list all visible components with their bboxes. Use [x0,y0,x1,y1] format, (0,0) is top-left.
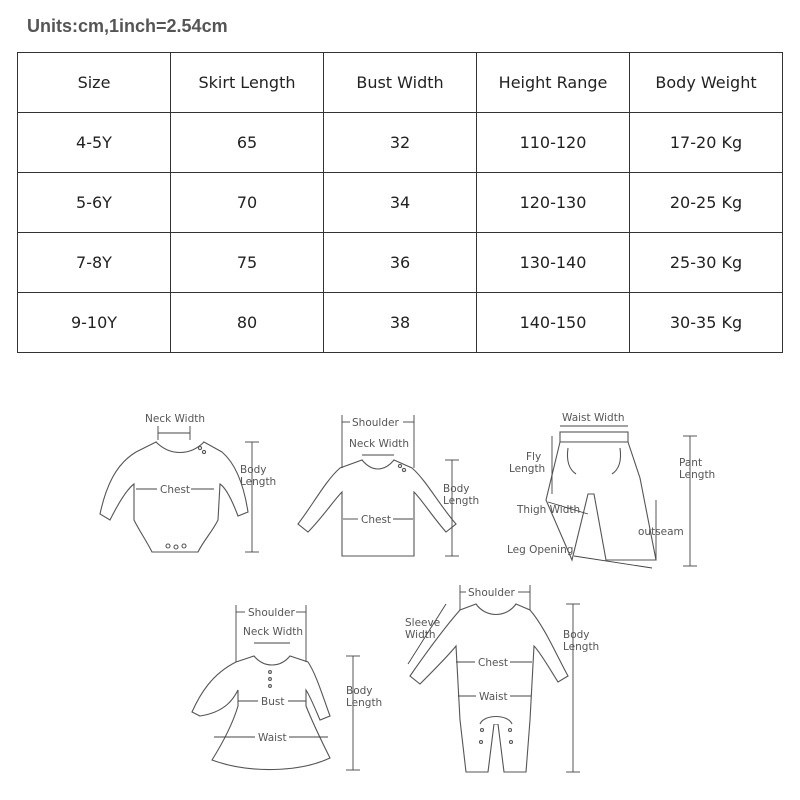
bodysuit-shoulder-button [202,450,205,453]
cell-height-range: 120-130 [477,173,630,233]
pants-pant-length-label: Length [679,469,716,481]
romper-shoulder-label: Shoulder [468,587,515,599]
romper-diagram [405,585,599,772]
cell-skirt-length: 80 [171,293,324,353]
cell-size: 7-8Y [18,233,171,293]
cell-skirt-length: 70 [171,173,324,233]
header-body-weight: Body Weight [630,53,783,113]
top-diagram [298,415,479,556]
top-outline [298,460,456,556]
top-shoulder-button [398,464,401,467]
bodysuit-body-length-label: Body [240,464,267,476]
dress-diagram [192,605,382,770]
romper-body-length-label: Body [563,629,590,641]
pants-waistband [560,432,628,442]
cell-height-range: 110-120 [477,113,630,173]
cell-body-weight: 20-25 Kg [630,173,783,233]
romper-snap-button [480,741,483,744]
bodysuit-neck-width-label: Neck Width [145,413,206,425]
dress-outline [192,656,330,770]
pants-fly-length-label: Length [509,463,546,475]
bodysuit-shoulder-button [198,446,201,449]
pants-outseam-label: outseam [638,526,684,538]
bodysuit-snap-button [166,544,170,548]
bodysuit-outline [100,442,248,552]
cell-skirt-length: 75 [171,233,324,293]
cell-skirt-length: 65 [171,113,324,173]
top-chest-label: Chest [361,514,392,526]
dress-neck-width-label: Neck Width [243,626,304,638]
romper-waist-label: Waist [479,691,508,703]
cell-size: 4-5Y [18,113,171,173]
pants-pant-length-label: Pant [679,457,703,469]
pants-diagram [507,412,715,568]
header-size: Size [18,53,171,113]
cell-body-weight: 17-20 Kg [630,113,783,173]
header-height-range: Height Range [477,53,630,113]
top-shoulder-button [402,468,405,471]
top-body-length-label: Length [443,495,480,507]
units-note: Units:cm,1inch=2.54cm [27,16,228,36]
cell-body-weight: 30-35 Kg [630,293,783,353]
pants-fly-length-label: Fly [526,451,542,463]
romper-snap-button [481,729,484,732]
cell-size: 5-6Y [18,173,171,233]
top-body-length-label: Body [443,483,470,495]
dress-button [269,671,272,674]
cell-height-range: 140-150 [477,293,630,353]
romper-sleeve-width-label: Sleeve [405,617,441,629]
bodysuit-snap-button [174,545,178,549]
dress-shoulder-label: Shoulder [248,607,295,619]
dress-body-length-label: Length [346,697,383,709]
romper-body-length-label: Length [563,641,600,653]
pants-leg-opening-label: Leg Opening [507,544,574,556]
top-neck-width-label: Neck Width [349,438,410,450]
cell-body-weight: 25-30 Kg [630,233,783,293]
romper-chest-label: Chest [478,657,509,669]
cell-bust-width: 34 [324,173,477,233]
dress-bust-label: Bust [261,696,285,708]
header-skirt-length: Skirt Length [171,53,324,113]
cell-height-range: 130-140 [477,233,630,293]
top-shoulder-label: Shoulder [352,417,399,429]
romper-snap-button [510,741,513,744]
cell-bust-width: 38 [324,293,477,353]
cell-bust-width: 36 [324,233,477,293]
dress-body-length-label: Body [346,685,373,697]
bodysuit-snap-button [182,544,186,548]
cell-size: 9-10Y [18,293,171,353]
dress-button [269,678,272,681]
romper-sleeve-width-label: Width [405,629,436,641]
header-bust-width: Bust Width [324,53,477,113]
dress-button [269,685,272,688]
bodysuit-body-length-label: Length [240,476,277,488]
bodysuit-chest-label: Chest [160,484,191,496]
pants-thigh-width-label: Thigh Width [517,504,581,516]
pants-waist-width-label: Waist Width [562,412,625,424]
bodysuit-diagram [100,413,276,552]
romper-snap-button [509,729,512,732]
dress-waist-label: Waist [258,732,287,744]
cell-bust-width: 32 [324,113,477,173]
pants-outline [546,442,656,560]
